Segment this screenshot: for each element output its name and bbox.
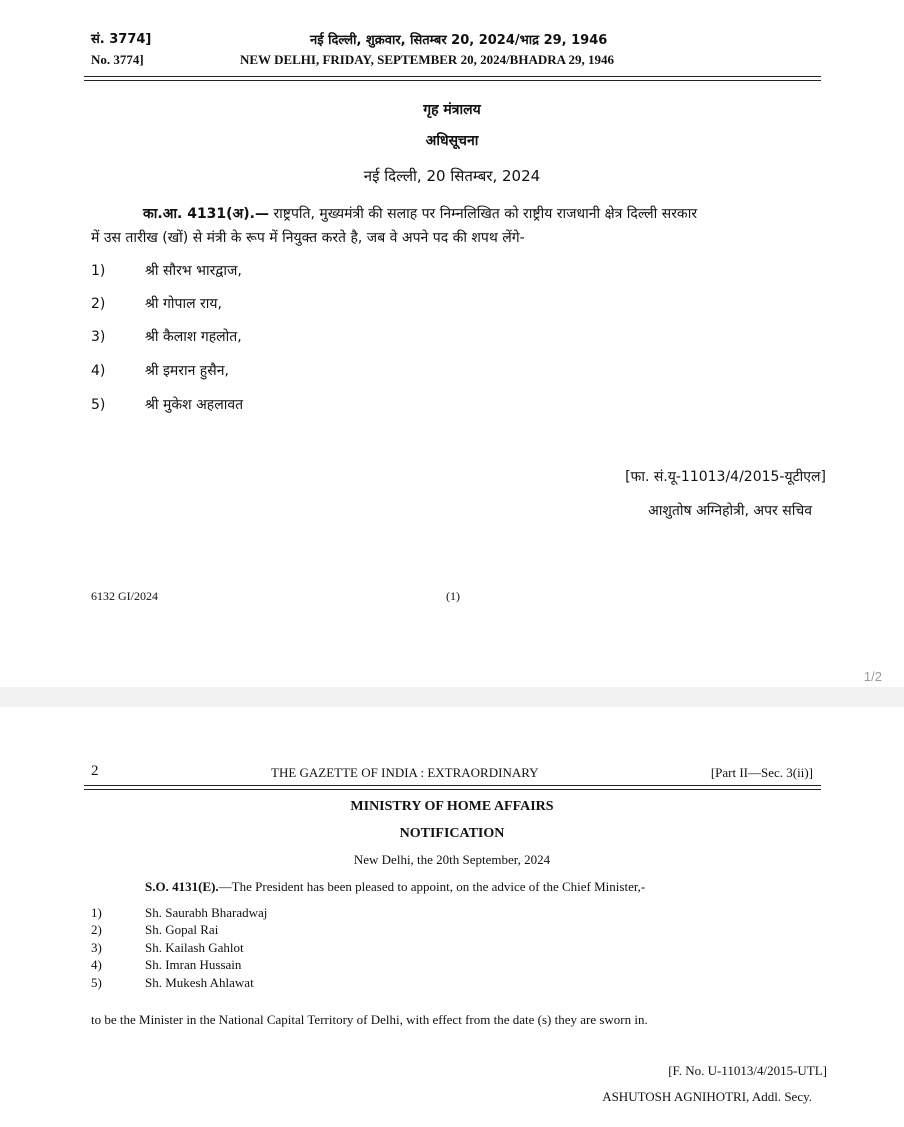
part-section: [Part II—Sec. 3(ii)] xyxy=(710,765,813,780)
place-date-hindi: नई दिल्ली, 20 सितम्बर, 2024 xyxy=(363,167,541,185)
order-number: S.O. 4131(E). xyxy=(145,879,219,894)
notification-title: NOTIFICATION xyxy=(399,826,505,841)
order-body-text-1: राष्ट्रपति, मुख्यमंत्री की सलाह पर निम्नलिखित को राष्ट्रीय राजधानी क्षेत्र दिल्ली सरकार xyxy=(273,206,698,222)
header-rule-p2-bottom xyxy=(84,789,821,790)
list-item: 1) Sh. Saurabh Bharadwaj xyxy=(91,905,268,920)
issue-number-english: No. 3774] xyxy=(91,52,144,67)
signatory: ASHUTOSH AGNIHOTRI, Addl. Secy. xyxy=(602,1089,812,1104)
header-rule-bottom xyxy=(84,80,821,81)
issue-date-english: NEW DELHI, FRIDAY, SEPTEMBER 20, 2024/BHADRA 29, 1946 xyxy=(240,52,615,67)
list-item: 1) श्री सौरभ भारद्वाज, xyxy=(91,263,242,279)
order-body-line-2: में उस तारीख (खों) से मंत्री के रूप में नियुक्त करते है, जब वे अपने पद की शपथ लेंगे- xyxy=(91,230,525,246)
ministry-title: MINISTRY OF HOME AFFAIRS xyxy=(350,799,554,814)
list-item: 3) Sh. Kailash Gahlot xyxy=(91,940,244,955)
order-body-line-1 xyxy=(143,204,697,223)
list-item: 5) Sh. Mukesh Ahlawat xyxy=(91,975,254,990)
page-separator xyxy=(0,687,904,707)
signatory-hindi: आशुतोष अग्निहोत्री, अपर सचिव xyxy=(648,503,812,519)
issue-number-hindi: सं. 3774] xyxy=(91,32,152,47)
order-body-text-en: —The President has been pleased to appoint, on the advice of the Chief Minister,- xyxy=(218,879,646,894)
gazette-title: THE GAZETTE OF INDIA : EXTRAORDINARY xyxy=(271,765,539,780)
list-item: 4) Sh. Imran Hussain xyxy=(91,957,242,972)
printer-code: 6132 GI/2024 xyxy=(91,589,158,603)
order-body-line-2-en: to be the Minister in the National Capital Territory of Delhi, with effect from the date (s) they are sworn in. xyxy=(91,1012,648,1027)
list-item: 2) Sh. Gopal Rai xyxy=(91,922,219,937)
place-date: New Delhi, the 20th September, 2024 xyxy=(353,852,551,867)
page-number: 2 xyxy=(91,763,99,779)
page-indicator: 1/2 xyxy=(863,669,882,684)
list-item: 5) श्री मुकेश अहलावत xyxy=(91,397,244,413)
order-body-line-1-en xyxy=(145,879,645,895)
ministry-title-hindi: गृह मंत्रालय xyxy=(423,102,481,118)
order-number-hindi: का.आ. 4131(अ).— xyxy=(143,206,269,222)
list-item: 2) श्री गोपाल राय, xyxy=(91,296,222,312)
header-rule-p2-top xyxy=(84,785,821,786)
page-number-marker: (1) xyxy=(446,589,460,603)
notification-title-hindi: अधिसूचना xyxy=(425,133,479,149)
file-number: [F. No. U-11013/4/2015-UTL] xyxy=(668,1063,827,1078)
file-number-hindi: [फा. सं.यू-11013/4/2015-यूटीएल] xyxy=(625,469,826,485)
list-item: 3) श्री कैलाश गहलोत, xyxy=(91,329,242,345)
header-rule-top xyxy=(84,76,821,77)
list-item: 4) श्री इमरान हुसैन, xyxy=(91,363,229,379)
issue-date-hindi: नई दिल्ली, शुक्रवार, सितम्बर 20, 2024/भाद्र 29, 1946 xyxy=(310,33,608,48)
